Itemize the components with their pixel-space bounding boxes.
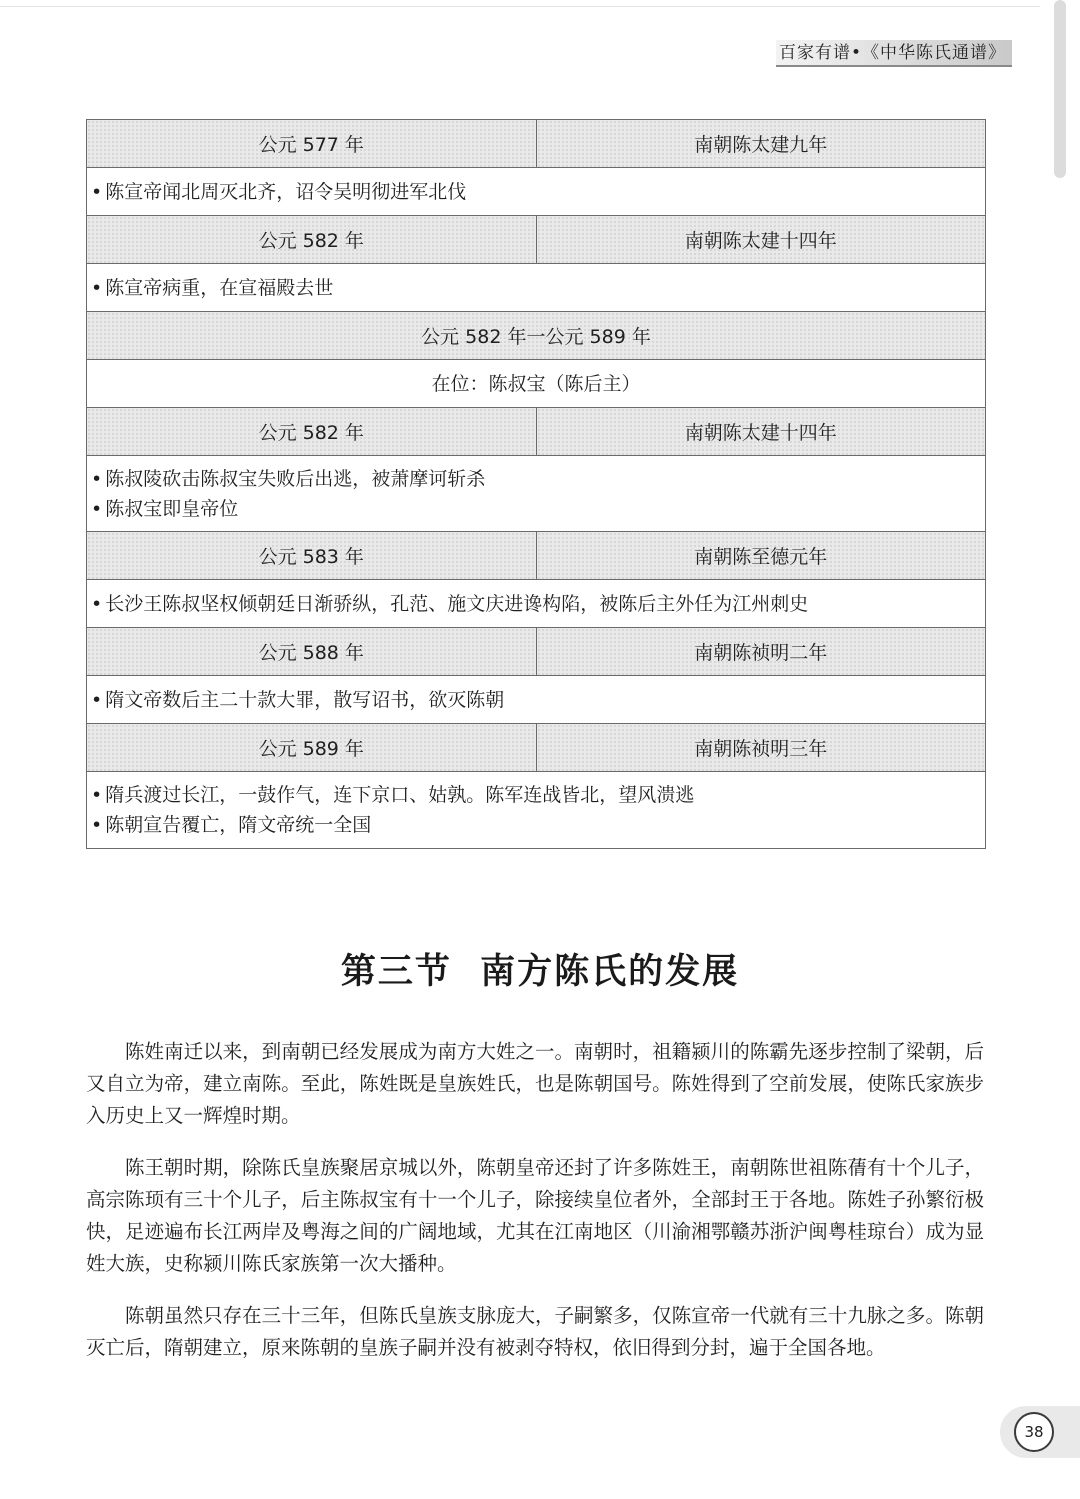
event-cell (87, 168, 985, 216)
event-cell (87, 264, 985, 312)
event-cell (87, 580, 985, 628)
era-cell: 南朝陈太建十四年 (537, 216, 986, 263)
year-cell: 公元 589 年 (87, 724, 537, 771)
scrollbar[interactable] (1054, 0, 1066, 178)
page-number: 38 (1014, 1412, 1054, 1452)
timeline-row-header (87, 724, 985, 772)
event-cell (87, 676, 985, 724)
body-paragraph: 陈王朝时期，除陈氏皇族聚居京城以外，陈朝皇帝还封了许多陈姓王，南朝陈世祖陈蒨有十个儿子，高宗陈顼有三十个儿子，后主陈叔宝有十一个儿子，除接续皇位者外，全部封王于各地。陈姓子孙繁衍极快，足迹遍布长江两岸及粤海之间的广阔地域，尤其在江南地区（川渝湘鄂赣苏浙沪闽粤桂琼台）成为显姓大族，史称颍川陈氏家族第一次大播种。 (86, 1156, 984, 1275)
series-header: 百家有谱•《中华陈氏通谱》 (776, 40, 1012, 67)
event-item: • 陈宣帝病重，在宣福殿去世 (91, 273, 985, 303)
event-item: • 陈叔陵砍击陈叔宝失败后出逃，被萧摩诃斩杀 (91, 464, 985, 494)
reign-note: 在位：陈叔宝（陈后主） (431, 372, 641, 395)
era-cell: 南朝陈祯明二年 (537, 628, 986, 675)
event-item: • 陈朝宣告覆亡，隋文帝统一全国 (91, 810, 985, 840)
body-paragraph: 陈姓南迁以来，到南朝已经发展成为南方大姓之一。南朝时，祖籍颍川的陈霸先逐步控制了梁朝，后又自立为帝，建立南陈。至此，陈姓既是皇族姓氏，也是陈朝国号。陈姓得到了空前发展，使陈氏家族步入历史上又一辉煌时期。 (86, 1040, 984, 1127)
event-item: • 陈叔宝即皇帝位 (91, 494, 985, 524)
era-cell: 南朝陈至德元年 (537, 532, 986, 579)
top-border-line (0, 6, 1040, 7)
timeline-row-header (87, 532, 985, 580)
year-cell: 公元 582 年 (87, 216, 537, 263)
event-item: • 长沙王陈叔坚权倾朝廷日渐骄纵，孔范、施文庆进谗构陷，被陈后主外任为江州刺史 (91, 589, 985, 619)
reign-span-header (87, 312, 985, 360)
reign-note-cell (87, 360, 985, 408)
timeline-table (86, 119, 986, 849)
event-item: • 隋文帝数后主二十款大罪，散写诏书，欲灭陈朝 (91, 685, 985, 715)
event-item: • 陈宣帝闻北周灭北齐，诏令吴明彻进军北伐 (91, 177, 985, 207)
event-item: • 隋兵渡过长江，一鼓作气，连下京口、姑孰。陈军连战皆北，望风溃逃 (91, 780, 985, 810)
year-cell: 公元 583 年 (87, 532, 537, 579)
year-cell: 公元 582 年 (87, 408, 537, 455)
timeline-row-header (87, 216, 985, 264)
timeline-row-header (87, 628, 985, 676)
era-cell: 南朝陈太建九年 (537, 120, 986, 167)
section-title: 第三节 南方陈氏的发展 (340, 951, 740, 992)
era-cell: 南朝陈太建十四年 (537, 408, 986, 455)
body-paragraph: 陈朝虽然只存在三十三年，但陈氏皇族支脉庞大，子嗣繁多，仅陈宣帝一代就有三十九脉之多。陈朝灭亡后，隋朝建立，原来陈朝的皇族子嗣并没有被剥夺特权，依旧得到分封，遍于全国各地。 (86, 1304, 984, 1359)
era-cell: 南朝陈祯明三年 (537, 724, 986, 771)
year-cell: 公元 577 年 (87, 120, 537, 167)
reign-span-cell: 公元 582 年一公元 589 年 (87, 312, 985, 359)
timeline-row-header (87, 408, 985, 456)
event-cell (87, 456, 985, 532)
event-cell (87, 772, 985, 849)
timeline-row-header (87, 120, 985, 168)
year-cell: 公元 588 年 (87, 628, 537, 675)
